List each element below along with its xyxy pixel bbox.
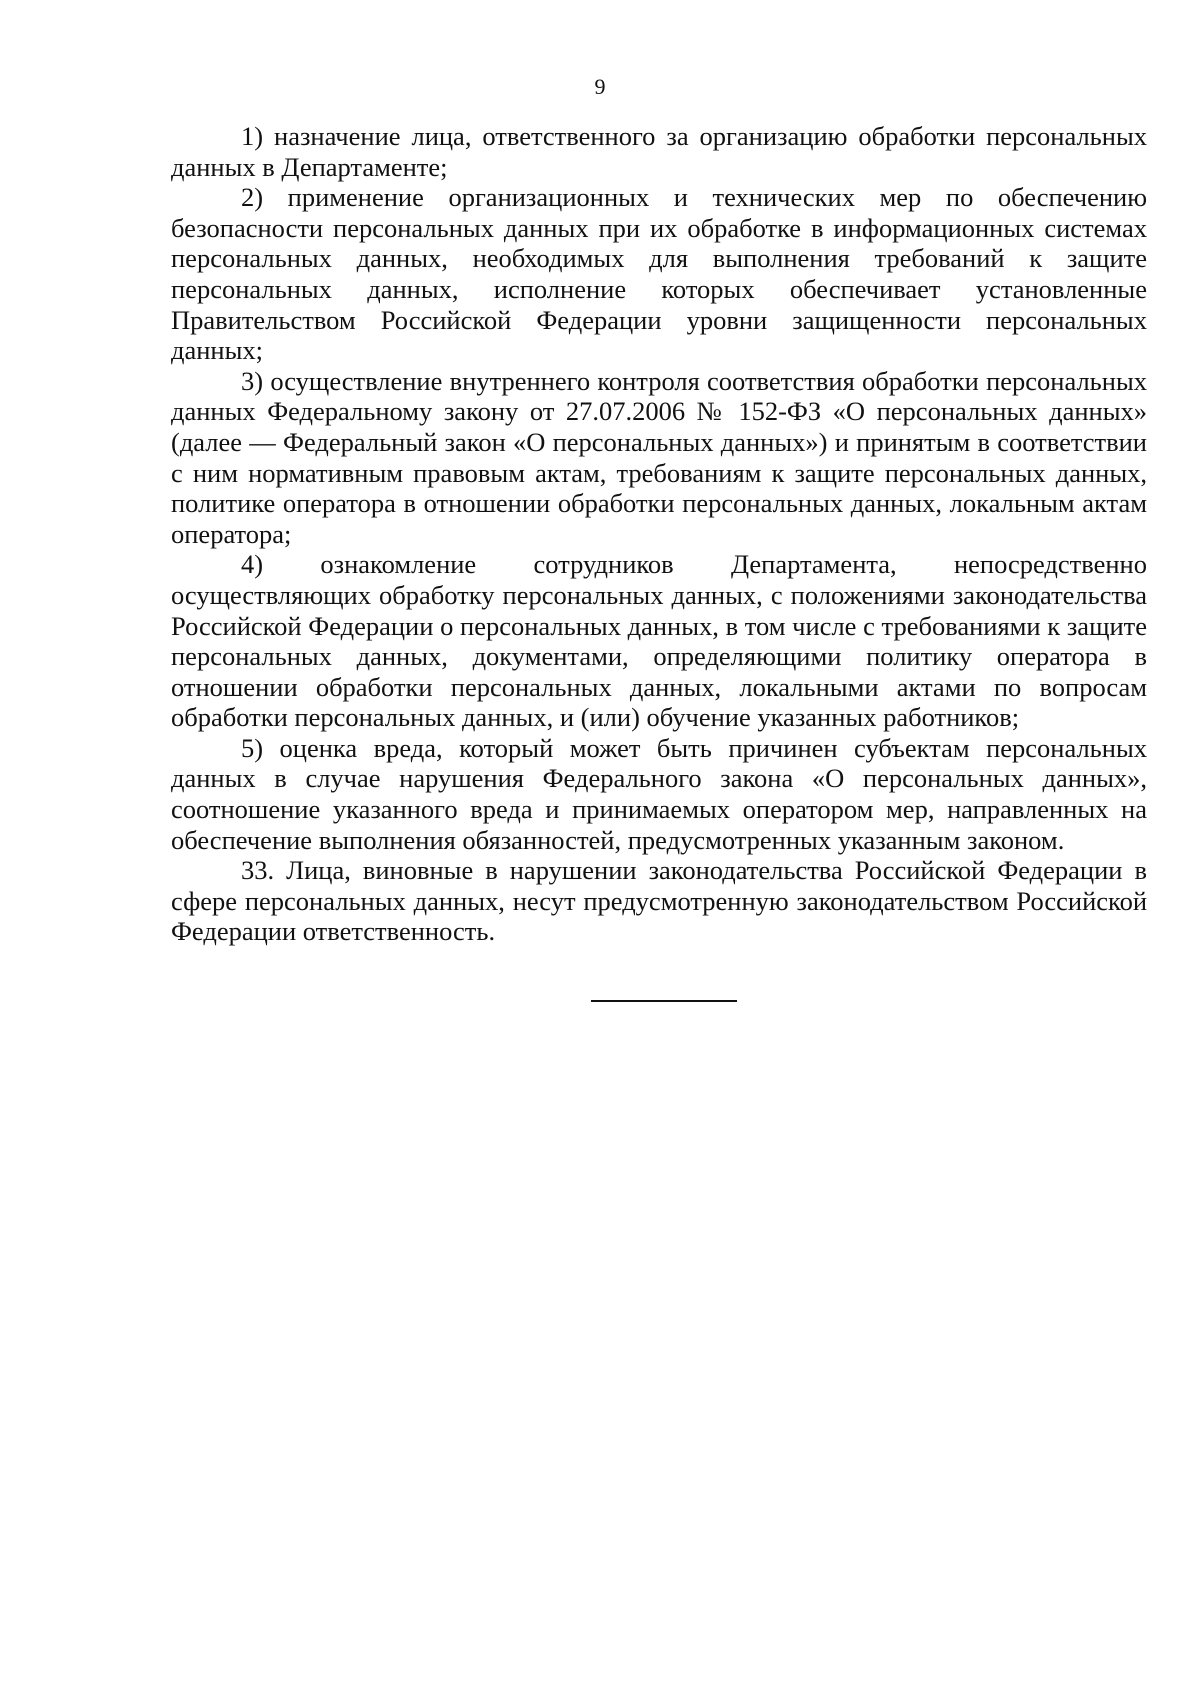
list-item-4: 4) ознакомление сотрудников Департамента, непосредственно осуществляющих обработку персональных данных, с положениями законодательства Российской Федерации о персональных данных, в том числе с требованиями к защите персональных данных, документами, определяющими политику оператора в отношении обработки персональных данных, локальными актами по вопросам обработки персональных данных, и (или) обучение указанных работников; (171, 549, 1147, 733)
clause-33: 33. Лица, виновные в нарушении законодательства Российской Федерации в сфере персональных данных, несут предусмотренную законодательством Российской Федерации ответственность. (171, 855, 1147, 947)
document-body (171, 121, 1147, 947)
end-of-document-rule (591, 1000, 737, 1002)
list-item-2: 2) применение организационных и технических мер по обеспечению безопасности персональных данных при их обработке в информационных системах персональных данных, необходимых для выполнения требований к защите персональных данных, исполнение которых обеспечивает установленные Правительством Российской Федерации уровни защищенности персональных данных; (171, 182, 1147, 366)
list-item-1: 1) назначение лица, ответственного за организацию обработки персональных данных в Департаменте; (171, 121, 1147, 182)
list-item-5: 5) оценка вреда, который может быть причинен субъектам персональных данных в случае нарушения Федерального закона «О персональных данных», соотношение указанного вреда и принимаемых оператором мер, направленных на обеспечение выполнения обязанностей, предусмотренных указанным законом. (171, 732, 1147, 855)
page-number: 9 (594, 74, 606, 99)
list-item-3: 3) осуществление внутреннего контроля соответствия обработки персональных данных Федеральному закону от 27.07.2006 № 152-ФЗ «О персональных данных» (далее — Федеральный закон «О персональных данных») и принятым в соответствии с ним нормативным правовым актам, требованиям к защите персональных данных, политике оператора в отношении обработки персональных данных, локальным актам оператора; (171, 365, 1147, 549)
